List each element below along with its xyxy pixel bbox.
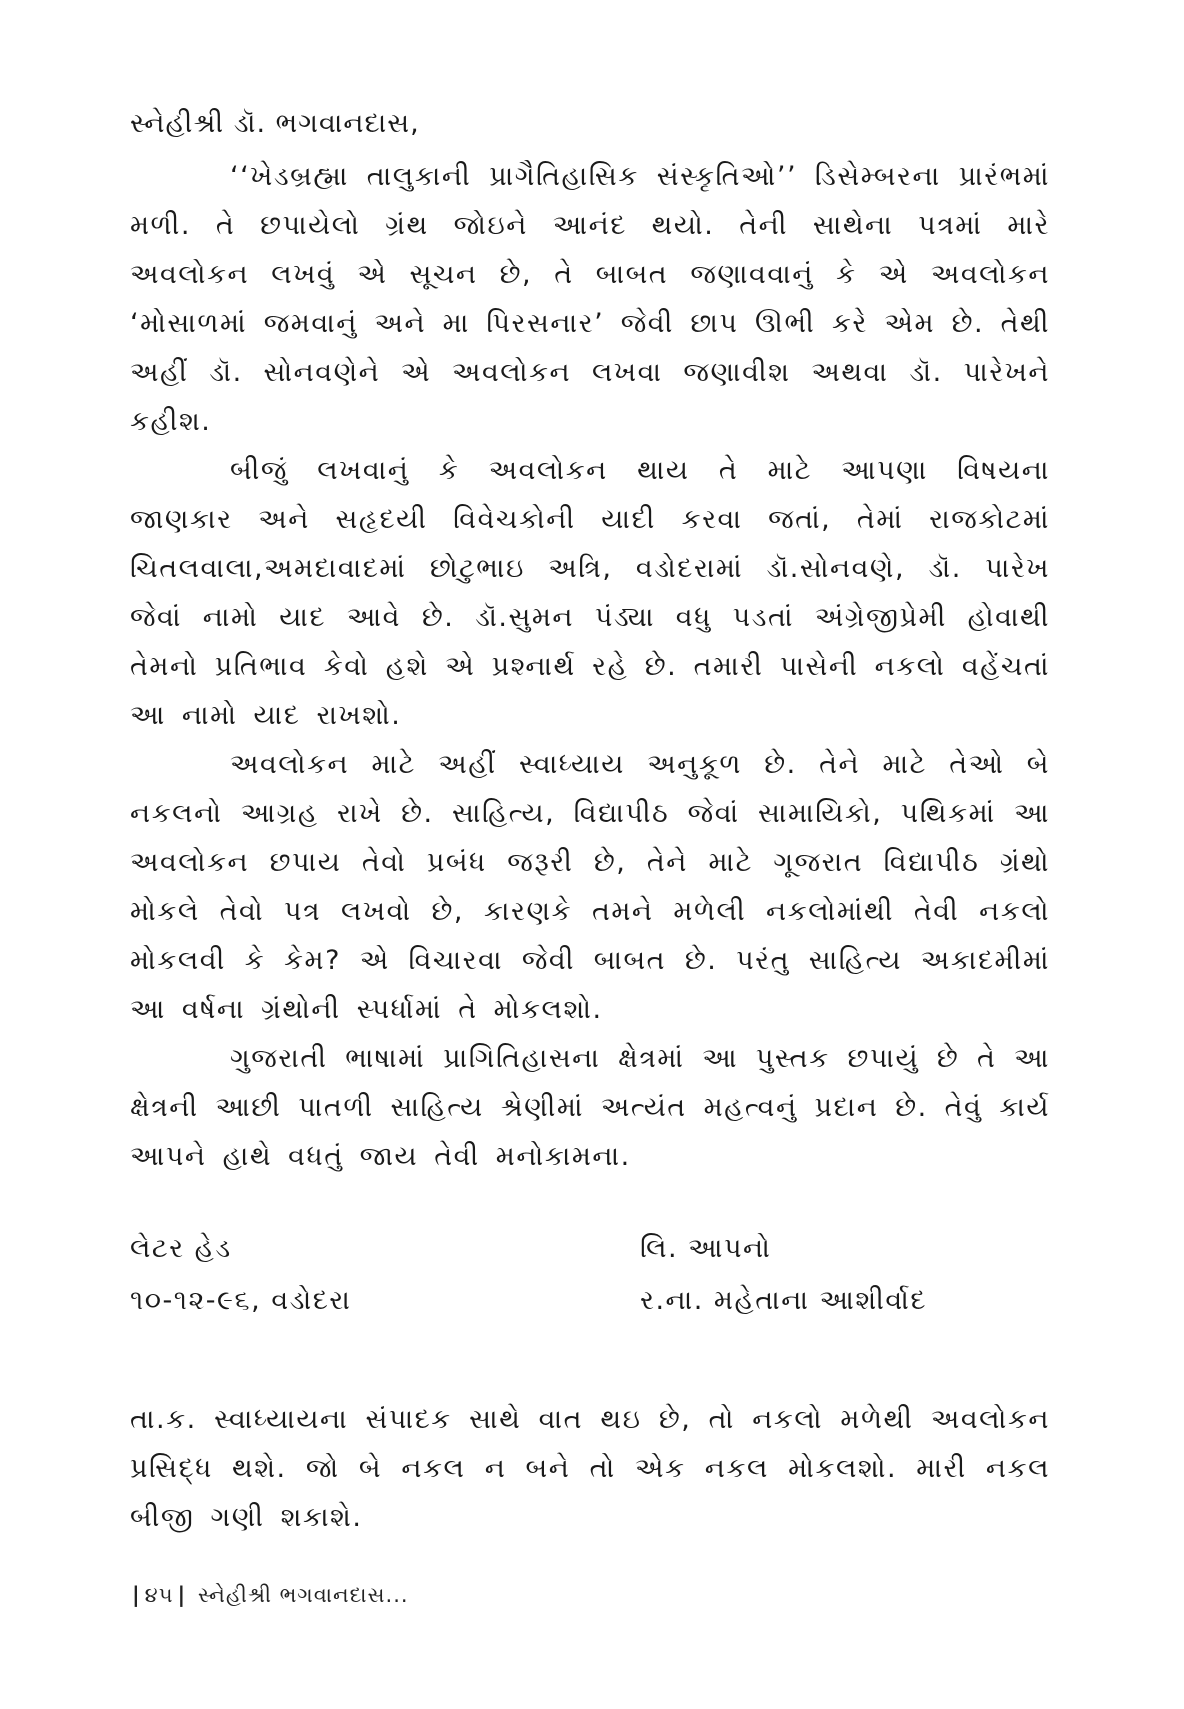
letter-page: [130, 100, 1050, 1569]
letterhead-label: લેટર હેડ: [130, 1233, 232, 1264]
closing-text: લિ. આપનો: [640, 1233, 772, 1264]
page-number: ૪૫: [144, 1583, 174, 1607]
running-title: સ્નેહીશ્રી ભગવાનદાસ...: [197, 1583, 409, 1607]
paragraph-2: બીજું લખવાનું કે અવલોકન થાય તે માટે આપણા વિષયના જાણકાર અને સહૃદયી વિવેચકોની યાદી કરવા જતાં, તેમાં રાજકોટમાં ચિતલવાલા,અમદાવાદમાં છોટુભાઇ અત્રિ, વડોદરામાં ડૉ.સોનવણે, ડૉ. પારેખ જેવાં નામો યાદ આવે છે. ડૉ.સુમન પંડ્યા વધુ પડતાં અંગ્રેજીપ્રેમી હોવાથી તેમનો પ્રતિભાવ કેવો હશે એ પ્રશ્નાર્થ રહે છે. તમારી પાસેની નકલો વહેંચતાં આ નામો યાદ રાખશો.: [130, 455, 1050, 731]
salutation: સ્નેહીશ્રી ડૉ. ભગવાનદાસ,: [130, 108, 420, 139]
paragraph-3: અવલોકન માટે અહીં સ્વાધ્યાય અનુકૂળ છે. તેને માટે તેઓ બે નકલનો આગ્રહ રાખે છે. સાહિત્ય, વિદ્યાપીઠ જેવાં સામાયિકો, પથિકમાં આ અવલોકન છપાય તેવો પ્રબંધ જરૂરી છે, તેને માટે ગૂજરાત વિદ્યાપીઠ ગ્રંથો મોકલે તેવો પત્ર લખવો છે, કારણકે તમને મળેલી નકલોમાંથી તેવી નકલો મોકલવી કે કેમ? એ વિચારવા જેવી બાબત છે. પરંતુ સાહિત્ય અકાદમીમાં આ વર્ષના ગ્રંથોની સ્પર્ધામાં તે મોકલશો.: [130, 749, 1050, 1025]
postscript: તા.ક. સ્વાધ્યાયના સંપાદક સાથે વાત થઇ છે, તો નકલો મળેથી અવલોકન પ્રસિદ્ધ થશે. જો બે નકલ ન બને તો એક નકલ મોકલશો. મારી નકલ બીજી ગણી શકાશે.: [130, 1404, 1050, 1533]
footer-bar-right: |: [177, 1583, 187, 1607]
footer-bar-left: |: [132, 1583, 141, 1607]
page-footer: [128, 1580, 409, 1610]
signature-block: [130, 1225, 1050, 1325]
paragraph-4: ગુજરાતી ભાષામાં પ્રાગિતિહાસના ક્ષેત્રમાં આ પુસ્તક છપાયું છે તે આ ક્ષેત્રની આછી પાતળી સાહિત્ય શ્રેણીમાં અત્યંત મહત્વનું પ્રદાન છે. તેવું કાર્ય આપને હાથે વધતું જાય તેવી મનોકામના.: [130, 1043, 1050, 1172]
paragraph-1: ‘‘ખેડબ્રહ્મા તાલુકાની પ્રાગૈતિહાસિક સંસ્કૃતિઓ’’ ડિસેમ્બરના પ્રારંભમાં મળી. તે છપાયેલો ગ્રંથ જોઇને આનંદ થયો. તેની સાથેના પત્રમાં મારે અવલોકન લખવું એ સૂચન છે, તે બાબત જણાવવાનું કે એ અવલોકન ‘મોસાળમાં જમવાનું અને મા પિરસનાર’ જેવી છાપ ઊભી કરે એમ છે. તેથી અહીં ડૉ. સોનવણેને એ અવલોકન લખવા જણાવીશ અથવા ડૉ. પારેખને કહીશ.: [130, 161, 1050, 437]
place-date: ૧૦-૧૨-૯૬, વડોદરા: [130, 1285, 352, 1316]
signature: ર.ના. મહેતાના આશીર્વાદ: [640, 1285, 927, 1316]
